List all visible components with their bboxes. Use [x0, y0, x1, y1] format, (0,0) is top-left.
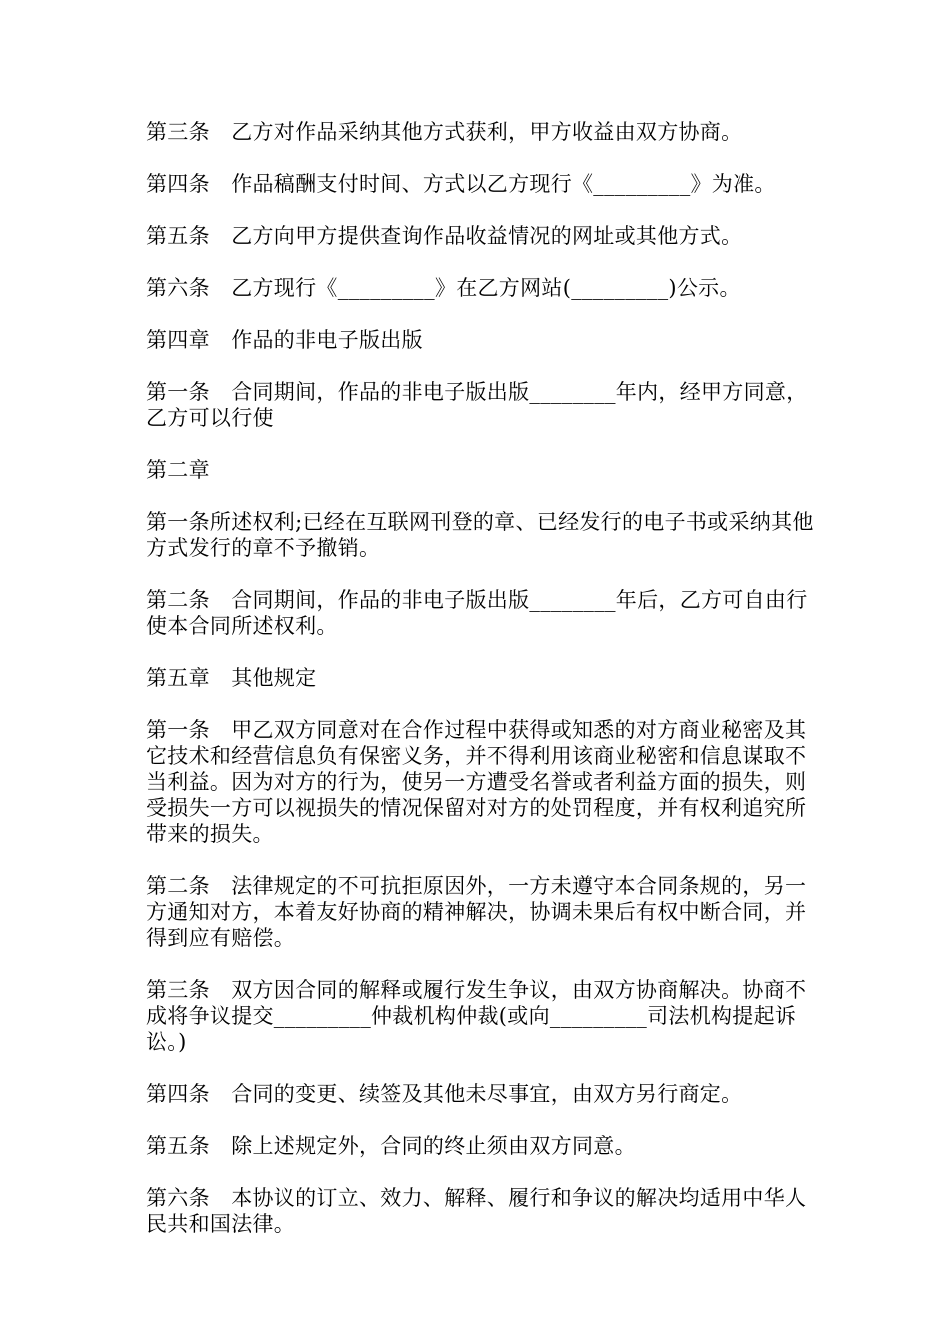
document-body — [146, 119, 822, 1263]
chapter-5-article-1-paragraph: 第一条 甲乙双方同意对在合作过程中获得或知悉的对方商业秘密及其它技术和经营信息负有保密义务，并不得利用该商业秘密和信息谋取不当利益。因为对方的行为，使另一方遭受名誉或者利益方面的损失，则受损失一方可以视损失的情况保留对对方的处罚程度，并有权利追究所带来的损失。 — [146, 718, 807, 846]
chapter-4-article-1-paragraph: 第一条 合同期间，作品的非电子版出版________年内，经甲方同意，乙方可以行使 — [146, 380, 808, 430]
chapter-5-article-2-paragraph: 第二条 法律规定的不可抗拒原因外，一方未遵守本合同条规的，另一方通知对方，本着友好协商的精神解决，协调未果后有权中断合同，并得到应有赔偿。 — [146, 874, 807, 950]
chapter-2-reference-paragraph: 第二章 — [146, 458, 210, 482]
article-6-paragraph: 第六条 乙方现行《_________》在乙方网站(_________)公示。 — [146, 276, 741, 300]
chapter-4-article-2-paragraph: 第二条 合同期间，作品的非电子版出版________年后，乙方可自由行使本合同所述权利。 — [146, 588, 808, 638]
article-3-paragraph: 第三条 乙方对作品采纳其他方式获利，甲方收益由双方协商。 — [146, 120, 743, 144]
chapter-5-article-4-paragraph: 第四条 合同的变更、续签及其他未尽事宜，由双方另行商定。 — [146, 1082, 743, 1106]
chapter-5-article-6-paragraph: 第六条 本协议的订立、效力、解释、履行和争议的解决均适用中华人民共和国法律。 — [146, 1186, 807, 1236]
article-4-paragraph: 第四条 作品稿酬支付时间、方式以乙方现行《_________》为准。 — [146, 172, 776, 196]
chapter-5-heading: 第五章 其他规定 — [146, 666, 317, 690]
chapter-4-heading: 第四章 作品的非电子版出版 — [146, 328, 423, 352]
article-5-paragraph: 第五条 乙方向甲方提供查询作品收益情况的网址或其他方式。 — [146, 224, 743, 248]
rights-clause-paragraph: 第一条所述权利;已经在互联网刊登的章、已经发行的电子书或采纳其他方式发行的章不予撤销。 — [146, 510, 814, 560]
chapter-5-article-3-paragraph: 第三条 双方因合同的解释或履行发生争议，由双方协商解决。协商不成将争议提交_________仲裁机构仲裁(或向_________司法机构提起诉讼。) — [146, 978, 807, 1054]
chapter-5-article-5-paragraph: 第五条 除上述规定外，合同的终止须由双方同意。 — [146, 1134, 636, 1158]
